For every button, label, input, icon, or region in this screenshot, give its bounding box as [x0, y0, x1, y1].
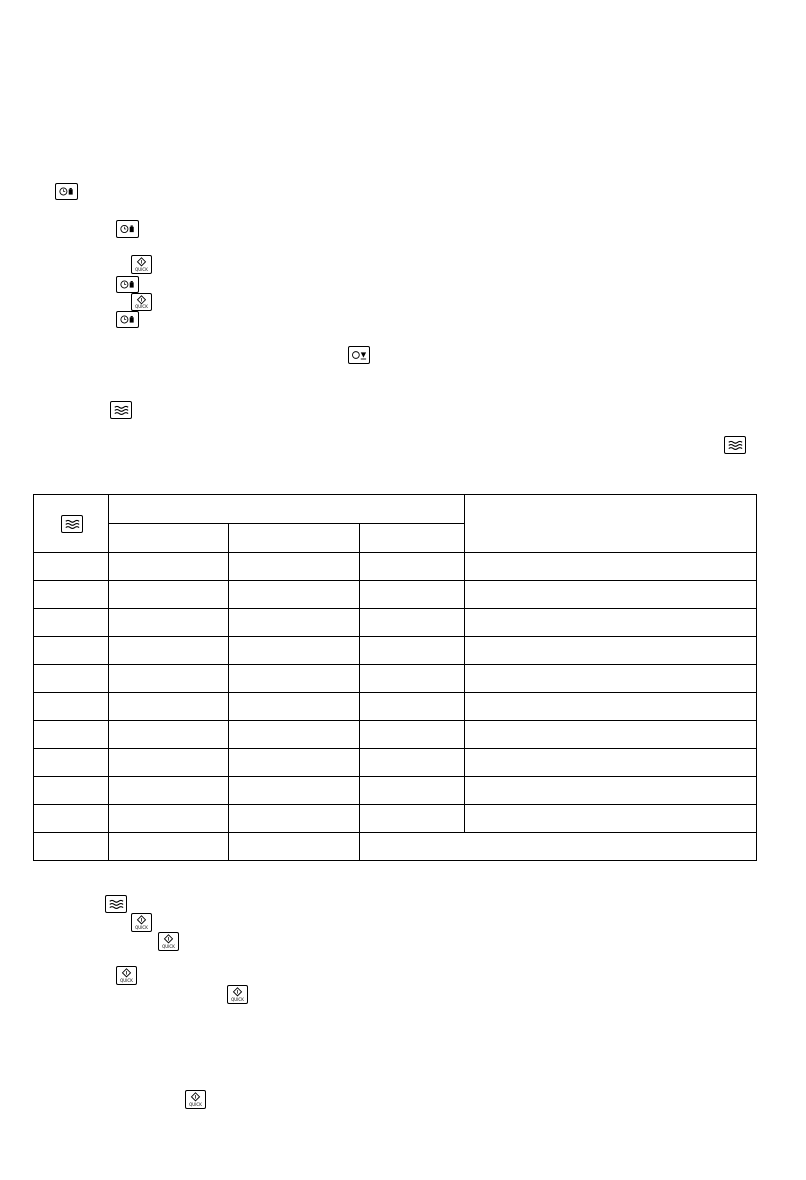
table-row: [34, 749, 757, 777]
table-cell: [229, 609, 360, 637]
quick-start-icon: [185, 1090, 206, 1109]
table-cell: [109, 777, 229, 805]
microwave-waves-icon: [110, 401, 132, 419]
table-cell: [229, 581, 360, 609]
table-cell: [34, 693, 109, 721]
table-cell: [360, 777, 465, 805]
table-cell: [465, 609, 757, 637]
quick-start-icon: [131, 255, 152, 274]
subheader-cell: [109, 524, 229, 553]
table-cell: [229, 693, 360, 721]
table-cell: [229, 665, 360, 693]
table-cell: [34, 665, 109, 693]
table-row: [34, 637, 757, 665]
microwave-waves-icon: [61, 515, 83, 533]
table-cell: [360, 665, 465, 693]
table-cell: [34, 637, 109, 665]
quick-caption: QUICK: [189, 1102, 202, 1107]
table-row: [34, 609, 757, 637]
table-cell: [229, 637, 360, 665]
quick-start-icon: [158, 932, 179, 951]
table-cell: [34, 553, 109, 581]
clock-weight-icon: [55, 183, 78, 200]
table-cell: [109, 749, 229, 777]
table-cell: [465, 805, 757, 833]
table-row: [34, 693, 757, 721]
table-cell: [34, 581, 109, 609]
quick-caption: QUICK: [231, 997, 244, 1002]
table-cell: [465, 553, 757, 581]
subheader-cell: [360, 524, 465, 553]
table-row: [34, 553, 757, 581]
table-cell: [360, 805, 465, 833]
clock-weight-icon: [116, 220, 139, 238]
quick-caption: QUICK: [135, 925, 148, 930]
quick-caption: QUICK: [135, 267, 148, 272]
table-cell: [465, 665, 757, 693]
table-cell: [229, 805, 360, 833]
table-row: [34, 805, 757, 833]
table-row: [34, 581, 757, 609]
table-cell: [229, 749, 360, 777]
table-cell: [465, 693, 757, 721]
table-row: [34, 833, 757, 861]
defrost-icon: [348, 346, 370, 364]
table-cell: [465, 721, 757, 749]
table-cell: [360, 833, 757, 861]
table-row: [34, 665, 757, 693]
header-icon-cell: [34, 495, 109, 553]
quick-caption: QUICK: [135, 304, 148, 309]
table-cell: [360, 749, 465, 777]
table-cell: [109, 833, 229, 861]
table-cell: [109, 693, 229, 721]
quick-caption: QUICK: [162, 944, 175, 949]
table-cell: [109, 637, 229, 665]
table-cell: [360, 693, 465, 721]
table-cell: [34, 805, 109, 833]
quick-caption: QUICK: [120, 978, 133, 983]
program-table: [33, 494, 757, 861]
table-cell: [229, 777, 360, 805]
microwave-waves-icon: [724, 436, 746, 454]
quick-start-icon: [227, 985, 248, 1004]
table-row: [34, 721, 757, 749]
header-group-cell: [109, 495, 465, 524]
table-cell: [34, 777, 109, 805]
table-cell: [109, 609, 229, 637]
table-cell: [34, 609, 109, 637]
table-cell: [465, 749, 757, 777]
table-cell: [109, 665, 229, 693]
table-cell: [34, 833, 109, 861]
table-cell: [229, 833, 360, 861]
table-cell: [360, 553, 465, 581]
table-cell: [360, 721, 465, 749]
table-cell: [229, 721, 360, 749]
header-notes-cell: [465, 495, 757, 553]
microwave-waves-icon: [105, 895, 127, 913]
clock-weight-icon: [116, 311, 139, 328]
table-cell: [109, 581, 229, 609]
table-cell: [109, 805, 229, 833]
table-cell: [360, 581, 465, 609]
table-header-row: [34, 495, 757, 524]
table-cell: [109, 553, 229, 581]
quick-start-icon: [116, 966, 137, 985]
quick-start-icon: [131, 913, 152, 932]
table-cell: [360, 609, 465, 637]
table-cell: [465, 637, 757, 665]
table-cell: [34, 749, 109, 777]
table-cell: [465, 777, 757, 805]
clock-weight-icon: [116, 276, 139, 293]
table-cell: [465, 581, 757, 609]
quick-start-icon: [131, 293, 152, 311]
table-cell: [34, 721, 109, 749]
table-cell: [360, 637, 465, 665]
table-row: [34, 777, 757, 805]
table-cell: [229, 553, 360, 581]
table-cell: [109, 721, 229, 749]
subheader-cell: [229, 524, 360, 553]
